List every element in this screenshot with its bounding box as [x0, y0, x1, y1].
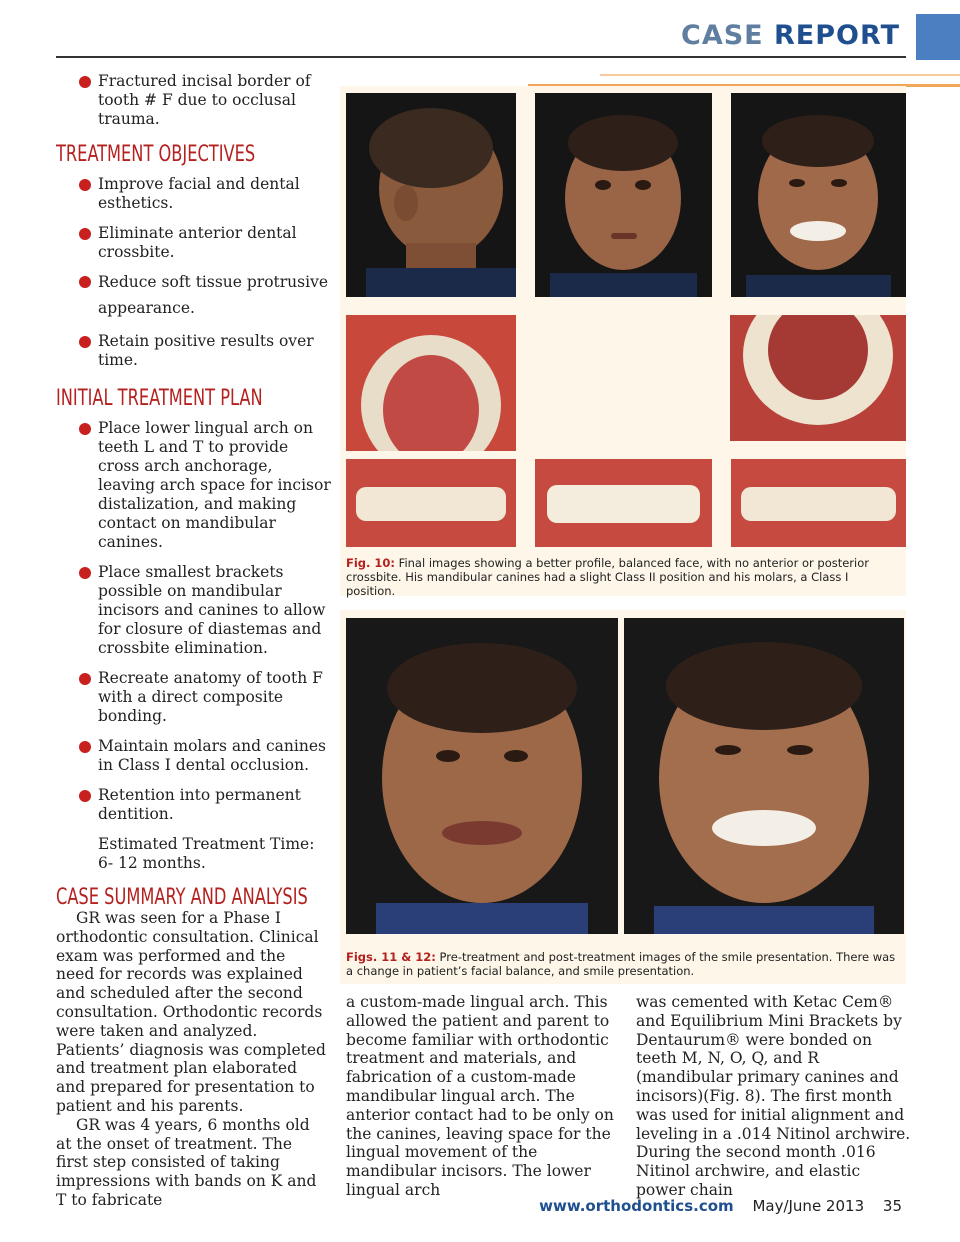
bullet-dot	[79, 228, 91, 240]
summary-heading: CASE SUMMARY AND ANALYSIS	[56, 885, 308, 910]
bullet-dot	[79, 567, 91, 579]
photo-profile	[346, 93, 516, 297]
bullet-dot	[79, 741, 91, 753]
photo-frontal-intraoral	[535, 459, 712, 547]
list-item: Fractured incisal border of tooth # F due to occlusal trauma.	[56, 72, 331, 129]
body-column-middle: a custom-made lingual arch. This allowed the patient and parent to become familiar with orthodontic treatment and materials, and fabrication of a custom-made mandibular lingual arch. The anterior contact had to be only on the canines, leaving space for the lingual movement of the mandibular incisors. The lower lingual arch	[346, 993, 614, 1199]
photo-right-buccal	[346, 459, 516, 547]
figure-10-text: Final images showing a better profile, balanced face, with no anterior or posterior crossbite. His mandibular canines had a slight Class II position and his molars, a Class I position.	[346, 556, 869, 598]
list-item: Improve facial and dental esthetics.	[56, 175, 331, 213]
photo-frontal-rest	[535, 93, 712, 297]
footer-website-link[interactable]: www.orthodontics.com	[539, 1197, 734, 1215]
header-color-tab	[916, 14, 960, 60]
bullet-dot	[79, 336, 91, 348]
photo-left-buccal	[731, 459, 906, 547]
photo-upper-occlusal	[346, 315, 516, 451]
summary-paragraph: GR was 4 years, 6 months old at the onset of treatment. The first step consisted of taking impressions with bands on K and T to fabricate	[56, 1115, 317, 1209]
objectives-list	[56, 175, 331, 370]
photo-frontal-smile	[731, 93, 906, 297]
bullet-dot	[79, 423, 91, 435]
intro-bullet-list	[56, 72, 331, 129]
photo-posttreatment-smile	[624, 618, 904, 934]
bullet-dot	[79, 673, 91, 685]
estimated-time-label: Estimated Treatment Time:	[98, 835, 315, 853]
list-item: Retain positive results over time.	[56, 332, 331, 370]
page-number: 35	[882, 1197, 902, 1215]
header-rule	[56, 56, 906, 58]
left-column	[56, 72, 331, 140]
list-item: Place smallest brackets possible on mandibular incisors and canines to allow for closure of diastemas and crossbite elimination.	[56, 563, 331, 658]
list-item: Place lower lingual arch on teeth L and T to provide cross arch anchorage, leaving arch space for incisor distalization, and making contact on mandibular canines.	[56, 419, 331, 552]
plan-heading: INITIAL TREATMENT PLAN	[56, 386, 263, 411]
plan-list	[56, 419, 331, 824]
figure-11-12-text: Pre-treatment and post-treatment images of the smile presentation. There was a change in patient’s facial balance, and smile presentation.	[346, 950, 896, 978]
bullet-dot	[79, 790, 91, 802]
list-item: Maintain molars and canines in Class I dental occlusion.	[56, 737, 331, 775]
footer-issue-date: May/June 2013	[752, 1197, 865, 1215]
objectives-section	[56, 175, 331, 381]
photo-pretreatment-smile	[346, 618, 618, 934]
body-column-right: was cemented with Ketac Cem® and Equilibrium Mini Brackets by Dentaurum® were bonded on teeth M, N, O, Q, and R (mandibular primary canines and incisors)(Fig. 8). The first month was used for initial alignment and leveling in a .014 Nitinol archwire. During the second month .016 Nitinol archwire, and elastic power chain	[636, 993, 911, 1199]
summary-body	[56, 909, 328, 1210]
estimated-time-value: 6- 12 months.	[98, 854, 206, 872]
photo-lower-occlusal	[730, 315, 906, 441]
figure-11-12-caption	[346, 950, 901, 978]
list-item: Recreate anatomy of tooth F with a direct composite bonding.	[56, 669, 331, 726]
figure-10-label: Fig. 10:	[346, 556, 396, 570]
bullet-dot	[79, 76, 91, 88]
summary-paragraph: GR was seen for a Phase I orthodontic consultation. Clinical exam was performed and the need for records was explained and scheduled after the second consultation. Orthodontic records were taken and analyzed. Patients’ diagnosis was completed and treatment plan elaborated and prepared for presentation to patient and his parents.	[56, 909, 326, 1115]
objectives-heading: TREATMENT OBJECTIVES	[56, 142, 256, 167]
section-title-word1: CASE	[681, 20, 764, 51]
section-title	[681, 20, 900, 51]
figure-10-caption	[346, 556, 901, 598]
list-item: Reduce soft tissue protrusive appearance.	[56, 269, 331, 321]
decor-stripe	[600, 74, 960, 76]
bullet-dot	[79, 276, 91, 288]
list-item: Eliminate anterior dental crossbite.	[56, 224, 331, 262]
plan-section	[56, 419, 331, 873]
page-footer	[539, 1197, 902, 1215]
bullet-dot	[79, 179, 91, 191]
list-item: Retention into permanent dentition.	[56, 786, 331, 824]
section-title-word2: REPORT	[774, 20, 900, 51]
figure-11-12-label: Figs. 11 & 12:	[346, 950, 436, 964]
